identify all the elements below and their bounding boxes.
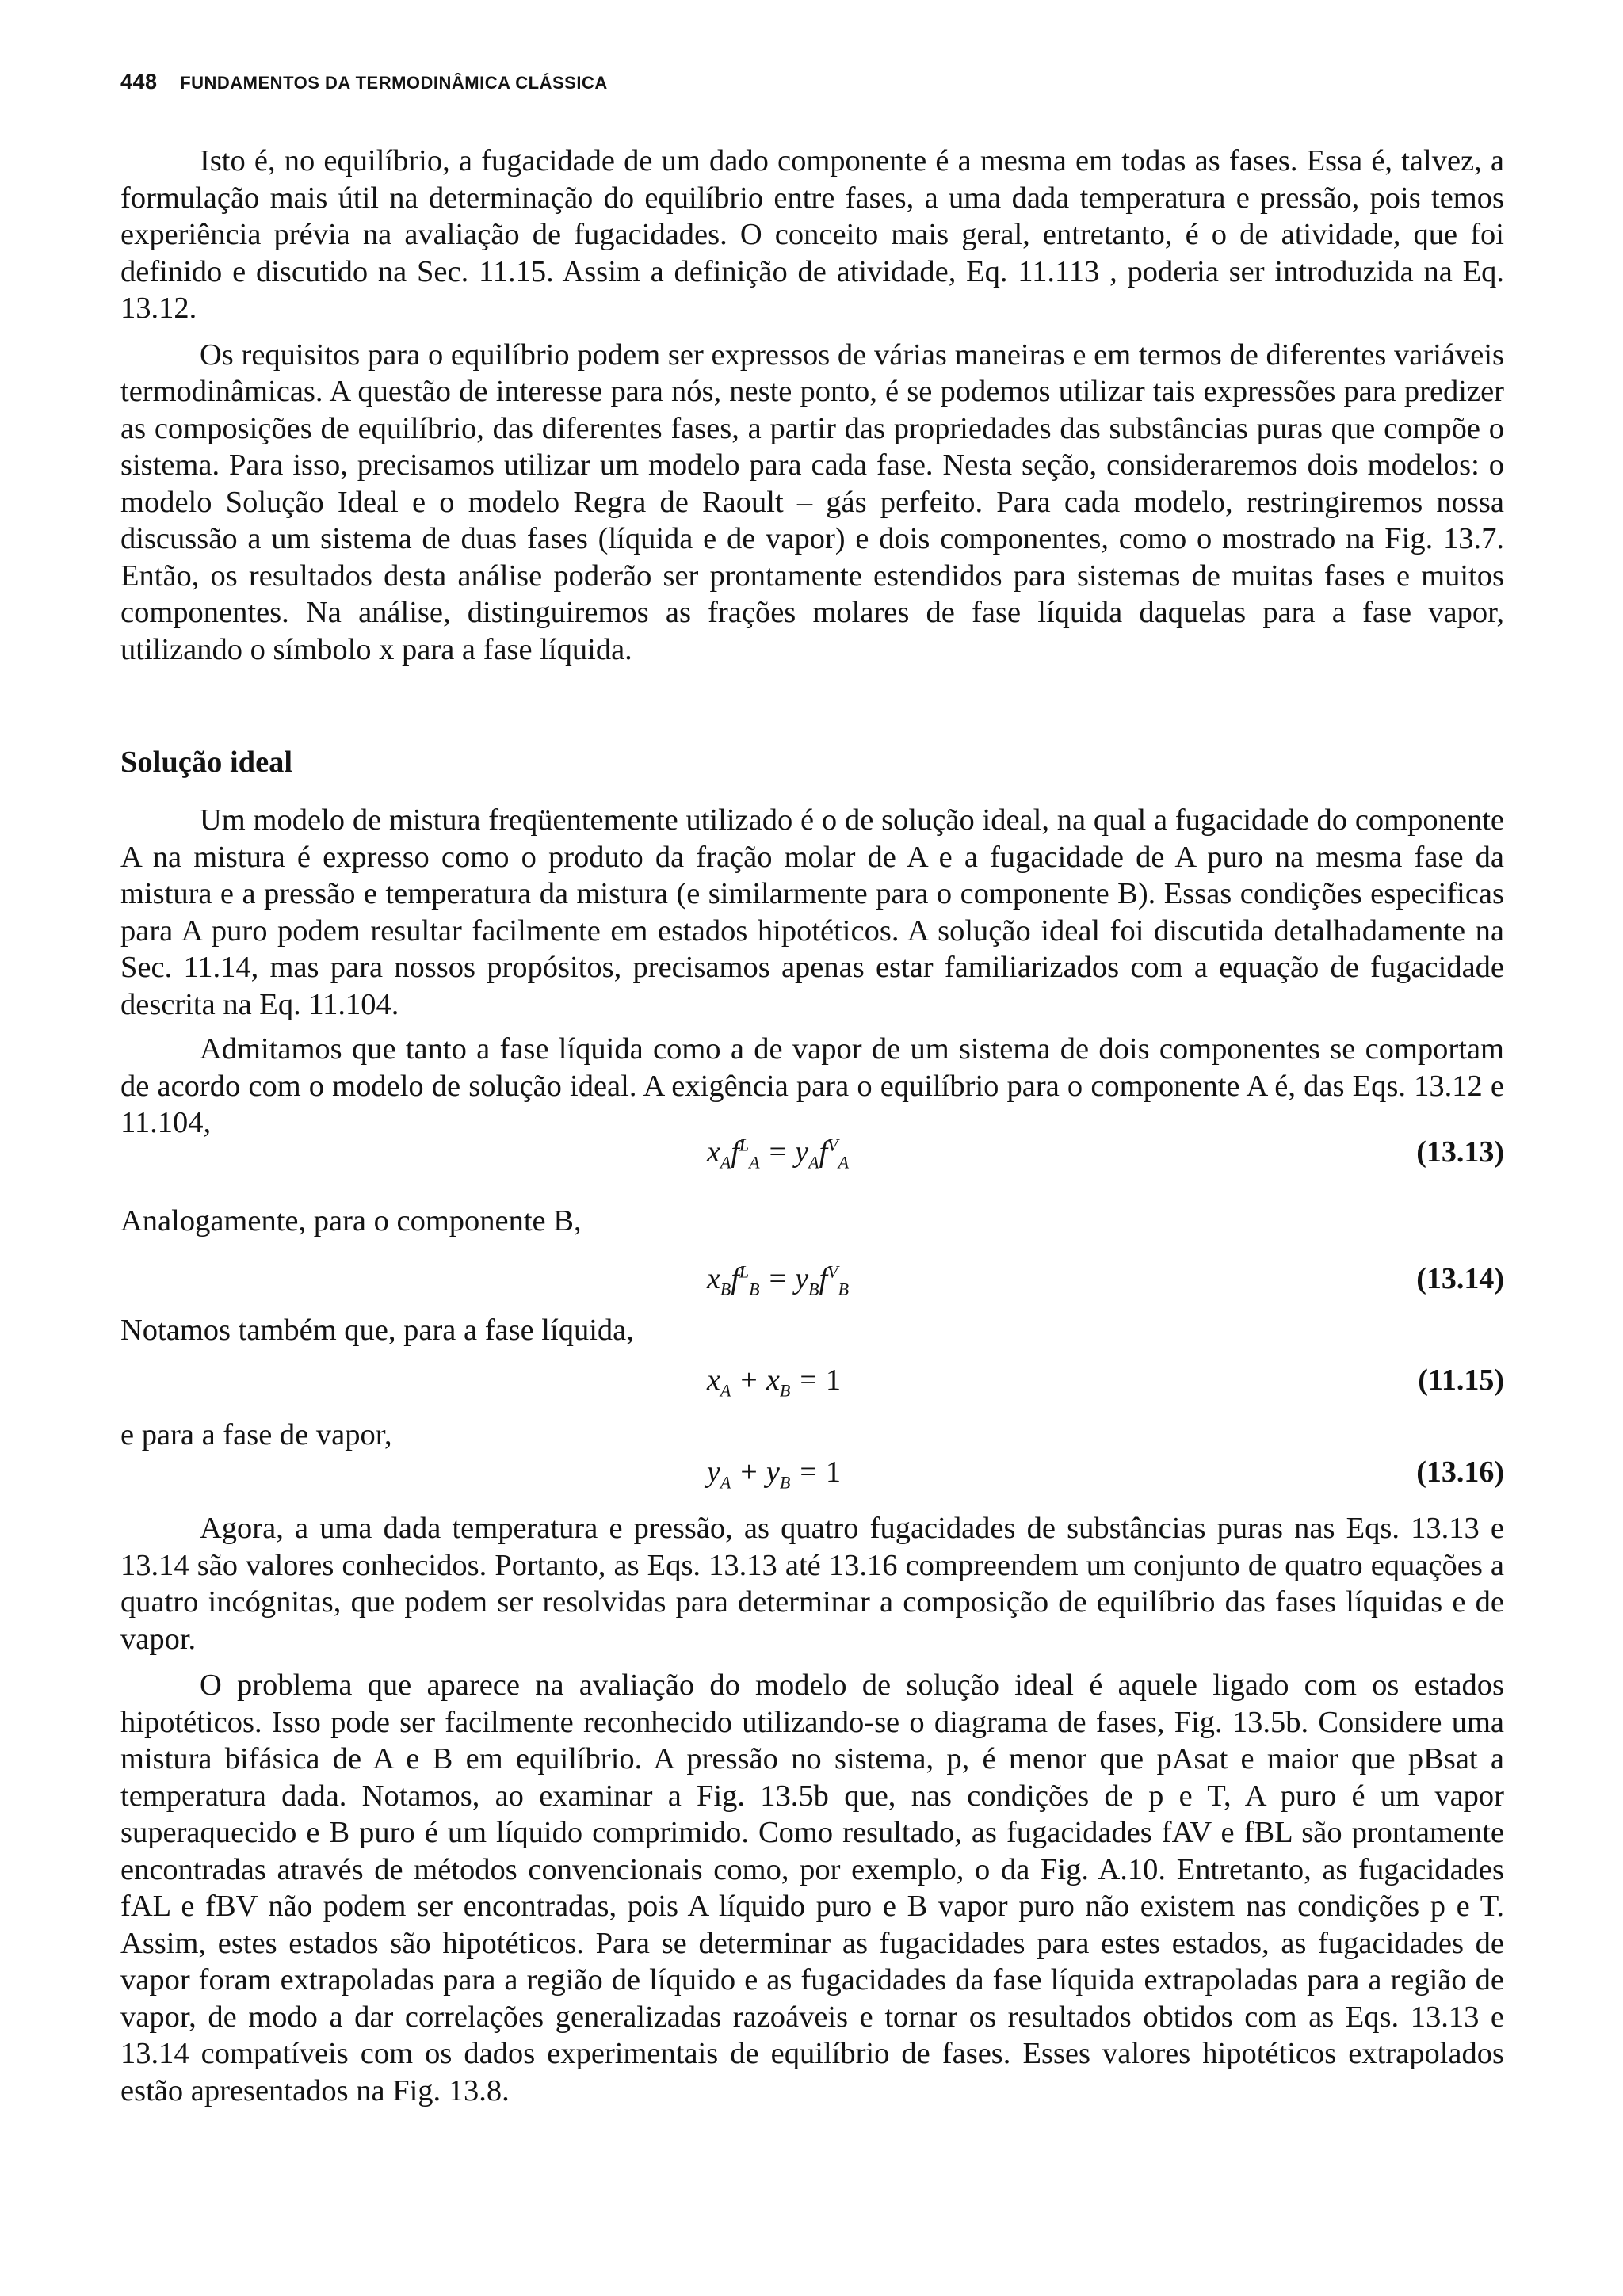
paragraph-2: Os requisitos para o equilíbrio podem ser expressos de várias maneiras e em termos de diferentes variáveis termodinâmicas. A questão de interesse para nós, neste ponto, é se podemos utilizar tais expressões para predizer as composições de equilíbrio, das diferentes fases, a partir das propriedades das substâncias puras que compõe o sistema. Para isso, precisamos utilizar um modelo para cada fase. Nesta seção, consideraremos dois modelos: o modelo Solução Ideal e o modelo Regra de Raoult – gás perfeito. Para cada modelo, restringiremos nossa discussão a um sistema de duas fases (líquida e de vapor) e dois componentes, como o mostrado na Fig. 13.7. Então, os resultados desta análise poderão ser prontamente estendidos para sistemas de muitas fases e muitos componentes. Na análise, distinguiremos as frações molares de fase líquida daquelas para a fase vapor, utilizando o símbolo x para a fase líquida. [120,338,1504,666]
equation-13-16 [120,1455,1504,1494]
paragraph-3: Um modelo de mistura freqüentemente utilizado é o de solução ideal, na qual a fugacidade do componente A na mistura é expresso como o produto da fração molar de A e a fugacidade de A puro na mesma fase da mistura e a pressão e temperatura da mistura (e similarmente para o componente B). Essas condições especificas para A puro podem resultar facilmente em estados hipotéticos. A solução ideal foi discutida detalhadamente na Sec. 11.14, mas para nossos propósitos, precisamos apenas estar familiarizados com a equação de fugacidade descrita na Eq. 11.104. [120,803,1504,1021]
ideal-solution-block [120,802,1504,1142]
equation-13-13 [120,1135,1504,1174]
equation-number: (13.14) [1416,1262,1504,1295]
equation-number: (13.13) [1416,1135,1504,1169]
paragraph-6: O problema que aparece na avaliação do modelo de solução ideal é aquele ligado com os estados hipotéticos. Isso pode ser facilmente reconhecido utilizando-se o diagrama de fases, Fig. 13.5b. Considere uma mistura bifásica de A e B em equilíbrio. A pressão no sistema, p, é menor que pAsat e maior que pBsat a temperatura dada. Notamos, ao examinar a Fig. 13.5b que, nas condições de p e T, A puro é um vapor superaquecido e B puro é um líquido comprimido. Como resultado, as fugacidades fAV e fBL são prontamente encontradas através de métodos convencionais como, por exemplo, o da Fig. A.10. Entretanto, as fugacidades fAL e fBV não podem ser encontradas, pois A líquido puro e B vapor puro não existem nas condições p e T. Assim, estes estados são hipotéticos. Para se determinar as fugacidades para estes estados, as fugacidades de vapor foram extrapoladas para a região de líquido e as fugacidades da fase líquida extrapoladas para a região de vapor, de modo a dar correlações generalizadas razoáveis e tornar os resultados obtidos com as Eqs. 13.13 e 13.14 compatíveis com os dados experimentais de equilíbrio de fases. Esses valores hipotéticos extrapolados estão apresentados na Fig. 13.8. [120,1669,1504,2107]
equation-formula: $x_Af^L_A = y_Af^V_A$ [707,1135,850,1173]
equation-11-15 [120,1363,1504,1402]
text-vapor: e para a fase de vapor, [120,1418,392,1451]
text-analog: Analogamente, para o componente B, [120,1204,582,1238]
page-number: 448 [120,70,158,93]
intro-block [120,143,1504,668]
running-title: FUNDAMENTOS DA TERMODINÂMICA CLÁSSICA [180,73,608,93]
equation-number: (11.15) [1418,1363,1504,1397]
equation-formula: $y_A + y_B = 1$ [707,1455,841,1493]
paragraph-1: Isto é, no equilíbrio, a fugacidade de um dado componente é a mesma em todas as fases. Essa é, talvez, a formulação mais útil na determinação do equilíbrio entre fases, a uma dada temperatura e pressão, pois temos experiência prévia na avaliação de fugacidades. O conceito mais geral, entretanto, é o de atividade, que foi definido e discutido na Sec. 11.15. Assim a definição de atividade, Eq. 11.113 , poderia ser introduzida na Eq. 13.12. [120,144,1504,325]
section-heading: Solução ideal [120,746,293,779]
equation-number: (13.16) [1416,1455,1504,1489]
paragraph-5: Agora, a uma dada temperatura e pressão, as quatro fugacidades de substâncias puras nas Eqs. 13.13 e 13.14 são valores conhecidos. Portanto, as Eqs. 13.13 até 13.16 compreendem um conjunto de quatro equações a quatro incógnitas, que podem ser resolvidas para determinar a composição de equilíbrio das fases líquidas e de vapor. [120,1512,1504,1656]
equation-formula: $x_Bf^L_B = y_Bf^V_B$ [707,1261,850,1299]
paragraph-4: Admitamos que tanto a fase líquida como a de vapor de um sistema de dois componentes se comportam de acordo com o modelo de solução ideal. A exigência para o equilíbrio para o componente A é, das Eqs. 13.12 e 11.104, [120,1032,1504,1139]
equation-formula: $x_A + x_B = 1$ [707,1363,841,1401]
text-liquid: Notamos também que, para a fase líquida, [120,1314,634,1347]
running-head [120,70,608,94]
closing-block [120,1510,1504,2109]
equation-13-14 [120,1261,1504,1301]
